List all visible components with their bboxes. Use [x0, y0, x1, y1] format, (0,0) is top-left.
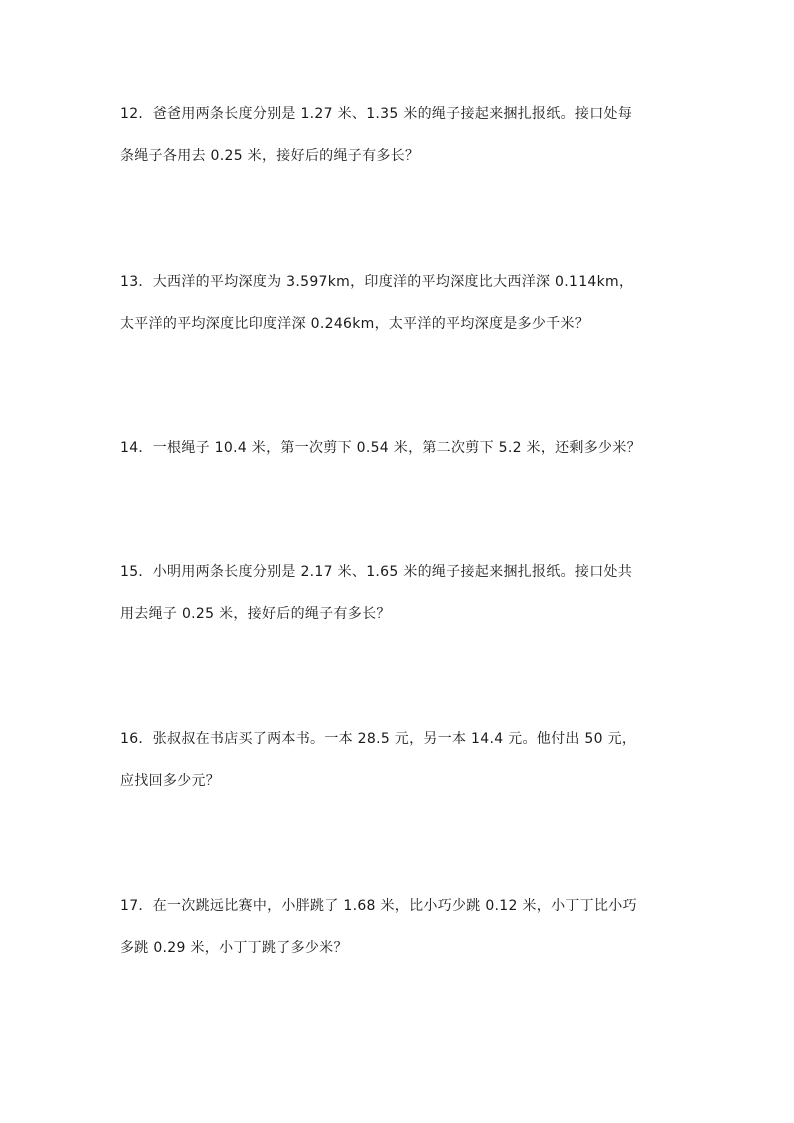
question-16 [120, 718, 690, 802]
question-12 [120, 93, 690, 177]
question-number: 15 [120, 564, 139, 580]
question-15 [120, 551, 690, 635]
question-text: ．爸爸用两条长度分别是 1.27 米、1.35 米的绳子接起来捆扎报纸。接口处每 [138, 106, 633, 122]
question-number: 12 [120, 106, 139, 122]
question-line [120, 885, 690, 927]
question-13 [120, 261, 690, 345]
question-line: 用去绳子 0.25 米，接好后的绳子有多长？ [120, 606, 391, 622]
question-14 [120, 427, 690, 469]
question-number: 17 [120, 898, 139, 914]
question-text: ．在一次跳远比赛中，小胖跳了 1.68 米，比小巧少跳 0.12 米，小丁丁比小巧 [138, 898, 637, 914]
question-line [120, 718, 690, 760]
question-line [120, 427, 690, 469]
question-text: ．小明用两条长度分别是 2.17 米、1.65 米的绳子接起来捆扎报纸。接口处共 [138, 564, 633, 580]
question-number: 14 [120, 440, 139, 456]
question-line: 条绳子各用去 0.25 米，接好后的绳子有多长？ [120, 148, 420, 164]
question-text: ．张叔叔在书店买了两本书。一本 28.5 元，另一本 14.4 元。他付出 50 元， [138, 731, 637, 747]
question-number: 16 [120, 731, 139, 747]
question-line: 应找回多少元？ [120, 773, 221, 789]
question-line: 多跳 0.29 米，小丁丁跳了多少米？ [120, 940, 348, 956]
question-line [120, 93, 690, 135]
question-text: ．一根绳子 10.4 米，第一次剪下 0.54 米，第二次剪下 5.2 米，还剩多少米？ [138, 440, 641, 456]
question-text: ．大西洋的平均深度为 3.597km，印度洋的平均深度比大西洋深 0.114km， [138, 274, 634, 290]
question-number: 13 [120, 274, 139, 290]
question-line: 太平洋的平均深度比印度洋深 0.246km，太平洋的平均深度是多少千米？ [120, 316, 590, 332]
question-17 [120, 885, 690, 969]
question-line [120, 261, 690, 303]
question-line [120, 551, 690, 593]
